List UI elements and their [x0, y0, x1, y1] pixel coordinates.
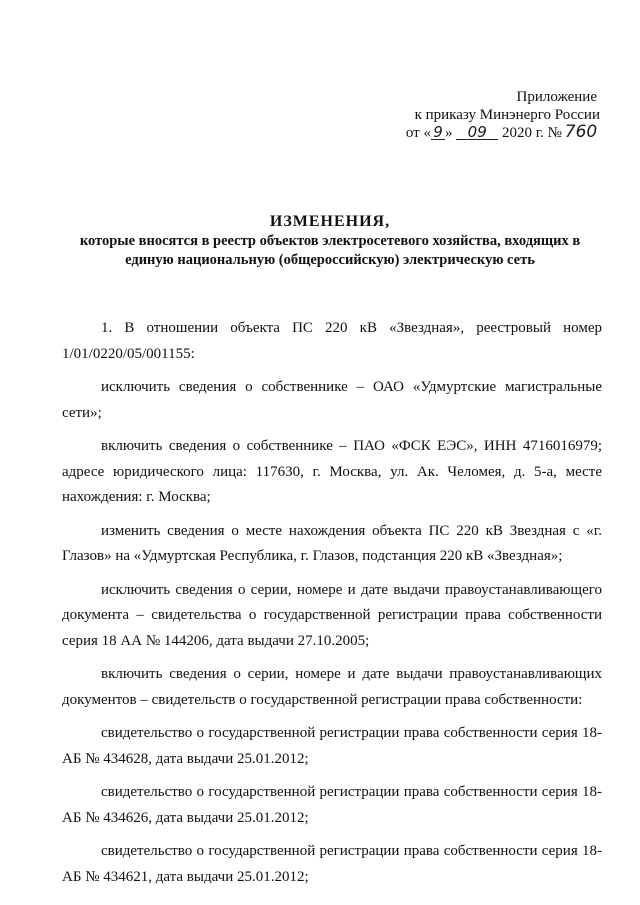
document-subtitle-line-1: которые вносятся в реестр объектов электросетевого хозяйства, входящих в [79, 233, 581, 249]
paragraph-certificate-434621: свидетельство о государственной регистрации права собственности серия 18-АБ № 434621, дата выдачи 25.01.2012; [62, 843, 602, 885]
paragraph-change-location: изменить сведения о месте нахождения объекта ПС 220 кВ Звездная с «г. Глазов» на «Удмуртская Республика, г. Глазов, подстанция 220 кВ «Звездная»; [62, 522, 602, 564]
date-prefix: от « [405, 125, 431, 141]
paragraph-exclude-certificate: исключить сведения о серии, номере и дате выдачи правоустанавливающего документа – свидетельства о государственной регистрации права собственности серия 18 АА № 144206, дата выдачи 27.10.2005; [62, 581, 602, 649]
date-mid: » [444, 125, 453, 141]
date-year-number-label: 2020 г. № [501, 125, 562, 141]
paragraph-certificate-434626: свидетельство о государственной регистрации права собственности серия 18-АБ № 434626, дата выдачи 25.01.2012; [62, 784, 602, 826]
paragraph-item-1: 1. В отношении объекта ПС 220 кВ «Звездная», реестровый номер 1/01/0220/05/001155: [62, 320, 602, 362]
appendix-order-reference: к приказу Минэнерго России [414, 107, 600, 123]
appendix-header [400, 88, 600, 142]
document-title-block [60, 212, 600, 270]
paragraph-certificate-434628: свидетельство о государственной регистрации права собственности серия 18-АБ № 434628, дата выдачи 25.01.2012; [62, 725, 602, 767]
appendix-order-date-line [400, 124, 600, 142]
handwritten-month: 09 [456, 125, 498, 140]
appendix-title: Приложение [516, 89, 597, 105]
document-subtitle-line-2: единую национальную (общероссийскую) электрическую сеть [125, 252, 535, 268]
paragraph-exclude-owner: исключить сведения о собственнике – ОАО «Удмуртские магистральные сети»; [62, 379, 602, 421]
document-body [62, 316, 602, 890]
document-title: ИЗМЕНЕНИЯ, [269, 213, 391, 230]
paragraph-include-certificates: включить сведения о серии, номере и дате выдачи правоустанавливающих документов – свидетельств о государственной регистрации права собственности: [62, 666, 602, 708]
handwritten-day: 9 [431, 125, 445, 140]
paragraph-include-owner: включить сведения о собственнике – ПАО «ФСК ЕЭС», ИНН 4716016979; адресе юридического лица: 117630, г. Москва, ул. Ак. Челомея, д. 5-а, месте нахождения: г. Москва; [62, 438, 602, 505]
handwritten-order-number: 760 [564, 122, 598, 142]
